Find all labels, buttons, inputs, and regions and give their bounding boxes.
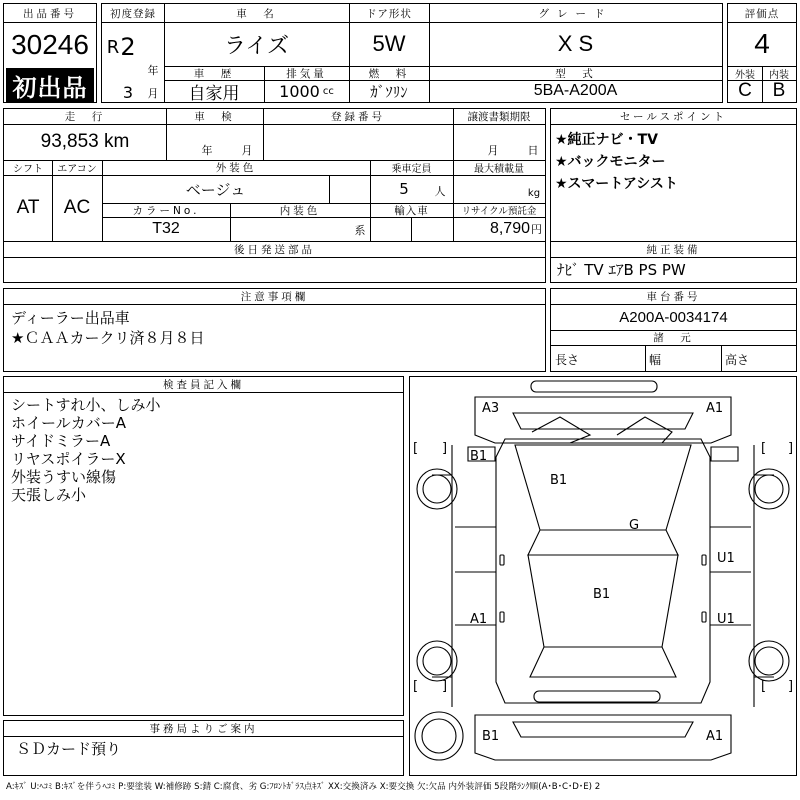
length-label: 長さ	[555, 353, 580, 367]
header-table	[101, 3, 723, 103]
model-label: 型 式	[555, 67, 596, 80]
door-type-label: ドア形状	[366, 7, 412, 20]
era: R	[106, 36, 120, 58]
factory-equipment-label: 純正装備	[646, 244, 701, 256]
inspection-month-unit: 月	[241, 144, 253, 157]
capacity: 5	[399, 180, 409, 198]
damage-label: A1	[706, 729, 724, 744]
fuel: ｶﾞｿﾘﾝ	[370, 82, 408, 101]
grade-label: グレード	[538, 7, 613, 20]
sales-point-item: ★純正ナビ・TV	[555, 132, 658, 148]
sales-point-item: ★スマートアシスト	[555, 176, 678, 192]
damage-legend: A:ｷｽﾞ U:ﾍｺﾐ B:ｷｽﾞを伴うﾍｺﾐ P:要塗装 W:補修跡 S:錆 C:腐食、劣 G:ﾌﾛﾝﾄｶﾞﾗｽ点ｷｽﾞ XX:交換済み X:要交換 欠:欠品 内外装評価 5段階ﾗﾝｸ順(A･B･C･D･E) 2	[6, 782, 601, 792]
damage-label: U1	[717, 612, 735, 627]
month-unit: 月	[147, 87, 159, 100]
car-name-label: 車 名	[236, 7, 277, 20]
notes-box	[3, 288, 546, 372]
grade: X S	[557, 31, 594, 56]
chassis-box	[550, 288, 797, 372]
transfer-month-unit: 月	[487, 144, 499, 157]
color-no-label: カラーNo.	[132, 204, 200, 217]
score-box	[727, 3, 797, 103]
bracket-left-top-close: ]	[442, 441, 448, 456]
recycle-deposit	[453, 217, 545, 241]
max-load-label: 最大積載量	[474, 164, 524, 175]
score: 4	[754, 28, 770, 59]
bracket-right-top-open: [	[761, 441, 767, 456]
interior-color-unit: 系	[354, 224, 366, 237]
notes-line: ディーラー出品車	[11, 309, 130, 327]
exterior-grade: C	[738, 80, 752, 101]
car-name: ライズ	[223, 33, 290, 59]
damage-label: A3	[482, 401, 500, 416]
history: 自家用	[188, 83, 240, 102]
capacity-label: 乗車定員	[391, 164, 432, 175]
inspector-note: サイドミラーA	[11, 432, 111, 450]
sales-point-item: ★バックモニター	[555, 154, 666, 170]
bracket-left-bottom-close: ]	[442, 679, 448, 694]
sales-points-box	[550, 108, 797, 242]
notes-line: ★ＣＡＡカークリ済８月８日	[11, 329, 205, 347]
shift-label: シフト	[13, 164, 43, 175]
height-label: 高さ	[725, 353, 750, 367]
displacement	[264, 80, 349, 102]
year-unit: 年	[147, 64, 159, 77]
ac-label: エアコン	[57, 164, 97, 175]
damage-label: U1	[717, 551, 735, 566]
recycle-value: 8,790	[489, 220, 530, 237]
chassis-number: A200A-0034174	[619, 308, 728, 326]
mileage: 93,853 km	[40, 131, 130, 152]
notes-label: 注意事項欄	[240, 291, 309, 303]
office-notice: ＳＤカード預り	[16, 740, 122, 758]
inspector-box	[3, 376, 404, 716]
dims-label: 諸 元	[653, 332, 694, 344]
exterior-grade-label: 外装	[735, 69, 755, 80]
damage-label: B1	[593, 587, 611, 602]
lot-number-label: 出品番号	[23, 7, 77, 20]
interior-grade: B	[772, 80, 786, 101]
bracket-left-top-open: [	[413, 441, 419, 456]
later-parts-box	[3, 241, 546, 283]
mileage-label: 走 行	[64, 111, 106, 123]
lot-number-box	[3, 3, 97, 103]
first-time-badge: 初出品	[6, 68, 94, 102]
damage-label: G	[629, 518, 640, 533]
import-label: 輸入車	[394, 204, 429, 217]
fuel-label: 燃 料	[368, 67, 410, 80]
lot-number: 30246	[11, 29, 89, 60]
inspector-note: ホイールカバーA	[11, 414, 126, 432]
model-code: 5BA-A200A	[533, 82, 618, 99]
damage-label: A1	[706, 401, 724, 416]
exterior-color: ベージュ	[185, 180, 246, 199]
sales-points-label: セールスポイント	[619, 111, 728, 123]
damage-label: A1	[470, 612, 488, 627]
door-type: 5W	[372, 31, 406, 56]
bracket-left-bottom-open: [	[413, 679, 419, 694]
first-reg-year: 2	[120, 33, 136, 61]
color-no: T32	[152, 220, 180, 237]
office-label: 事務局よりご案内	[149, 723, 258, 735]
reg-number-label: 登録番号	[331, 111, 385, 123]
bracket-right-bottom-close: ]	[788, 679, 794, 694]
inspector-note: 外装うすい線傷	[11, 468, 117, 486]
first-reg-label: 初度登録	[110, 7, 156, 20]
capacity-unit: 人	[434, 185, 446, 198]
exterior-color-label: 外装色	[215, 162, 257, 174]
ac: AC	[63, 197, 91, 218]
inspector-note: リヤスポイラーX	[11, 450, 126, 468]
factory-equipment-box	[550, 241, 797, 283]
bracket-right-top-close: ]	[788, 441, 794, 456]
damage-diagram-box	[409, 376, 797, 776]
recycle-label: リサイクル預託金	[461, 206, 537, 217]
max-load-unit: kg	[527, 187, 541, 199]
first-reg-month: 3	[122, 82, 134, 102]
inspection-year-unit: 年	[201, 144, 213, 157]
interior-color-label: 内装色	[279, 204, 321, 217]
car-diagram	[410, 377, 796, 775]
width-label: 幅	[649, 353, 662, 367]
inspector-note: 天張しみ小	[11, 486, 87, 504]
damage-label: B1	[550, 473, 568, 488]
displacement-value: 1000	[279, 81, 320, 101]
transfer-doc-label: 譲渡書類期限	[467, 111, 531, 123]
inspection-label: 車 検	[194, 111, 235, 123]
displacement-label: 排気量	[286, 67, 327, 80]
damage-label: B1	[470, 449, 488, 464]
interior-grade-label: 内装	[769, 69, 789, 80]
recycle-unit: 円	[531, 223, 542, 236]
factory-equipment: ﾅﾋﾞ TV ｴｱB PS PW	[557, 261, 686, 279]
chassis-label: 車台番号	[646, 291, 701, 303]
displacement-unit: cc	[322, 85, 334, 97]
later-parts-label: 後日発送部品	[234, 244, 315, 256]
office-box	[3, 720, 404, 776]
inspector-note: シートすれ小、しみ小	[11, 396, 161, 414]
transfer-day-unit: 日	[527, 144, 539, 157]
bracket-right-bottom-open: [	[761, 679, 767, 694]
inspector-label: 検査員記入欄	[163, 379, 244, 391]
score-label: 評価点	[744, 7, 780, 20]
history-label: 車 歴	[193, 67, 235, 80]
vehicle-info-table	[3, 108, 546, 242]
damage-label: B1	[482, 729, 500, 744]
shift: AT	[16, 197, 40, 218]
